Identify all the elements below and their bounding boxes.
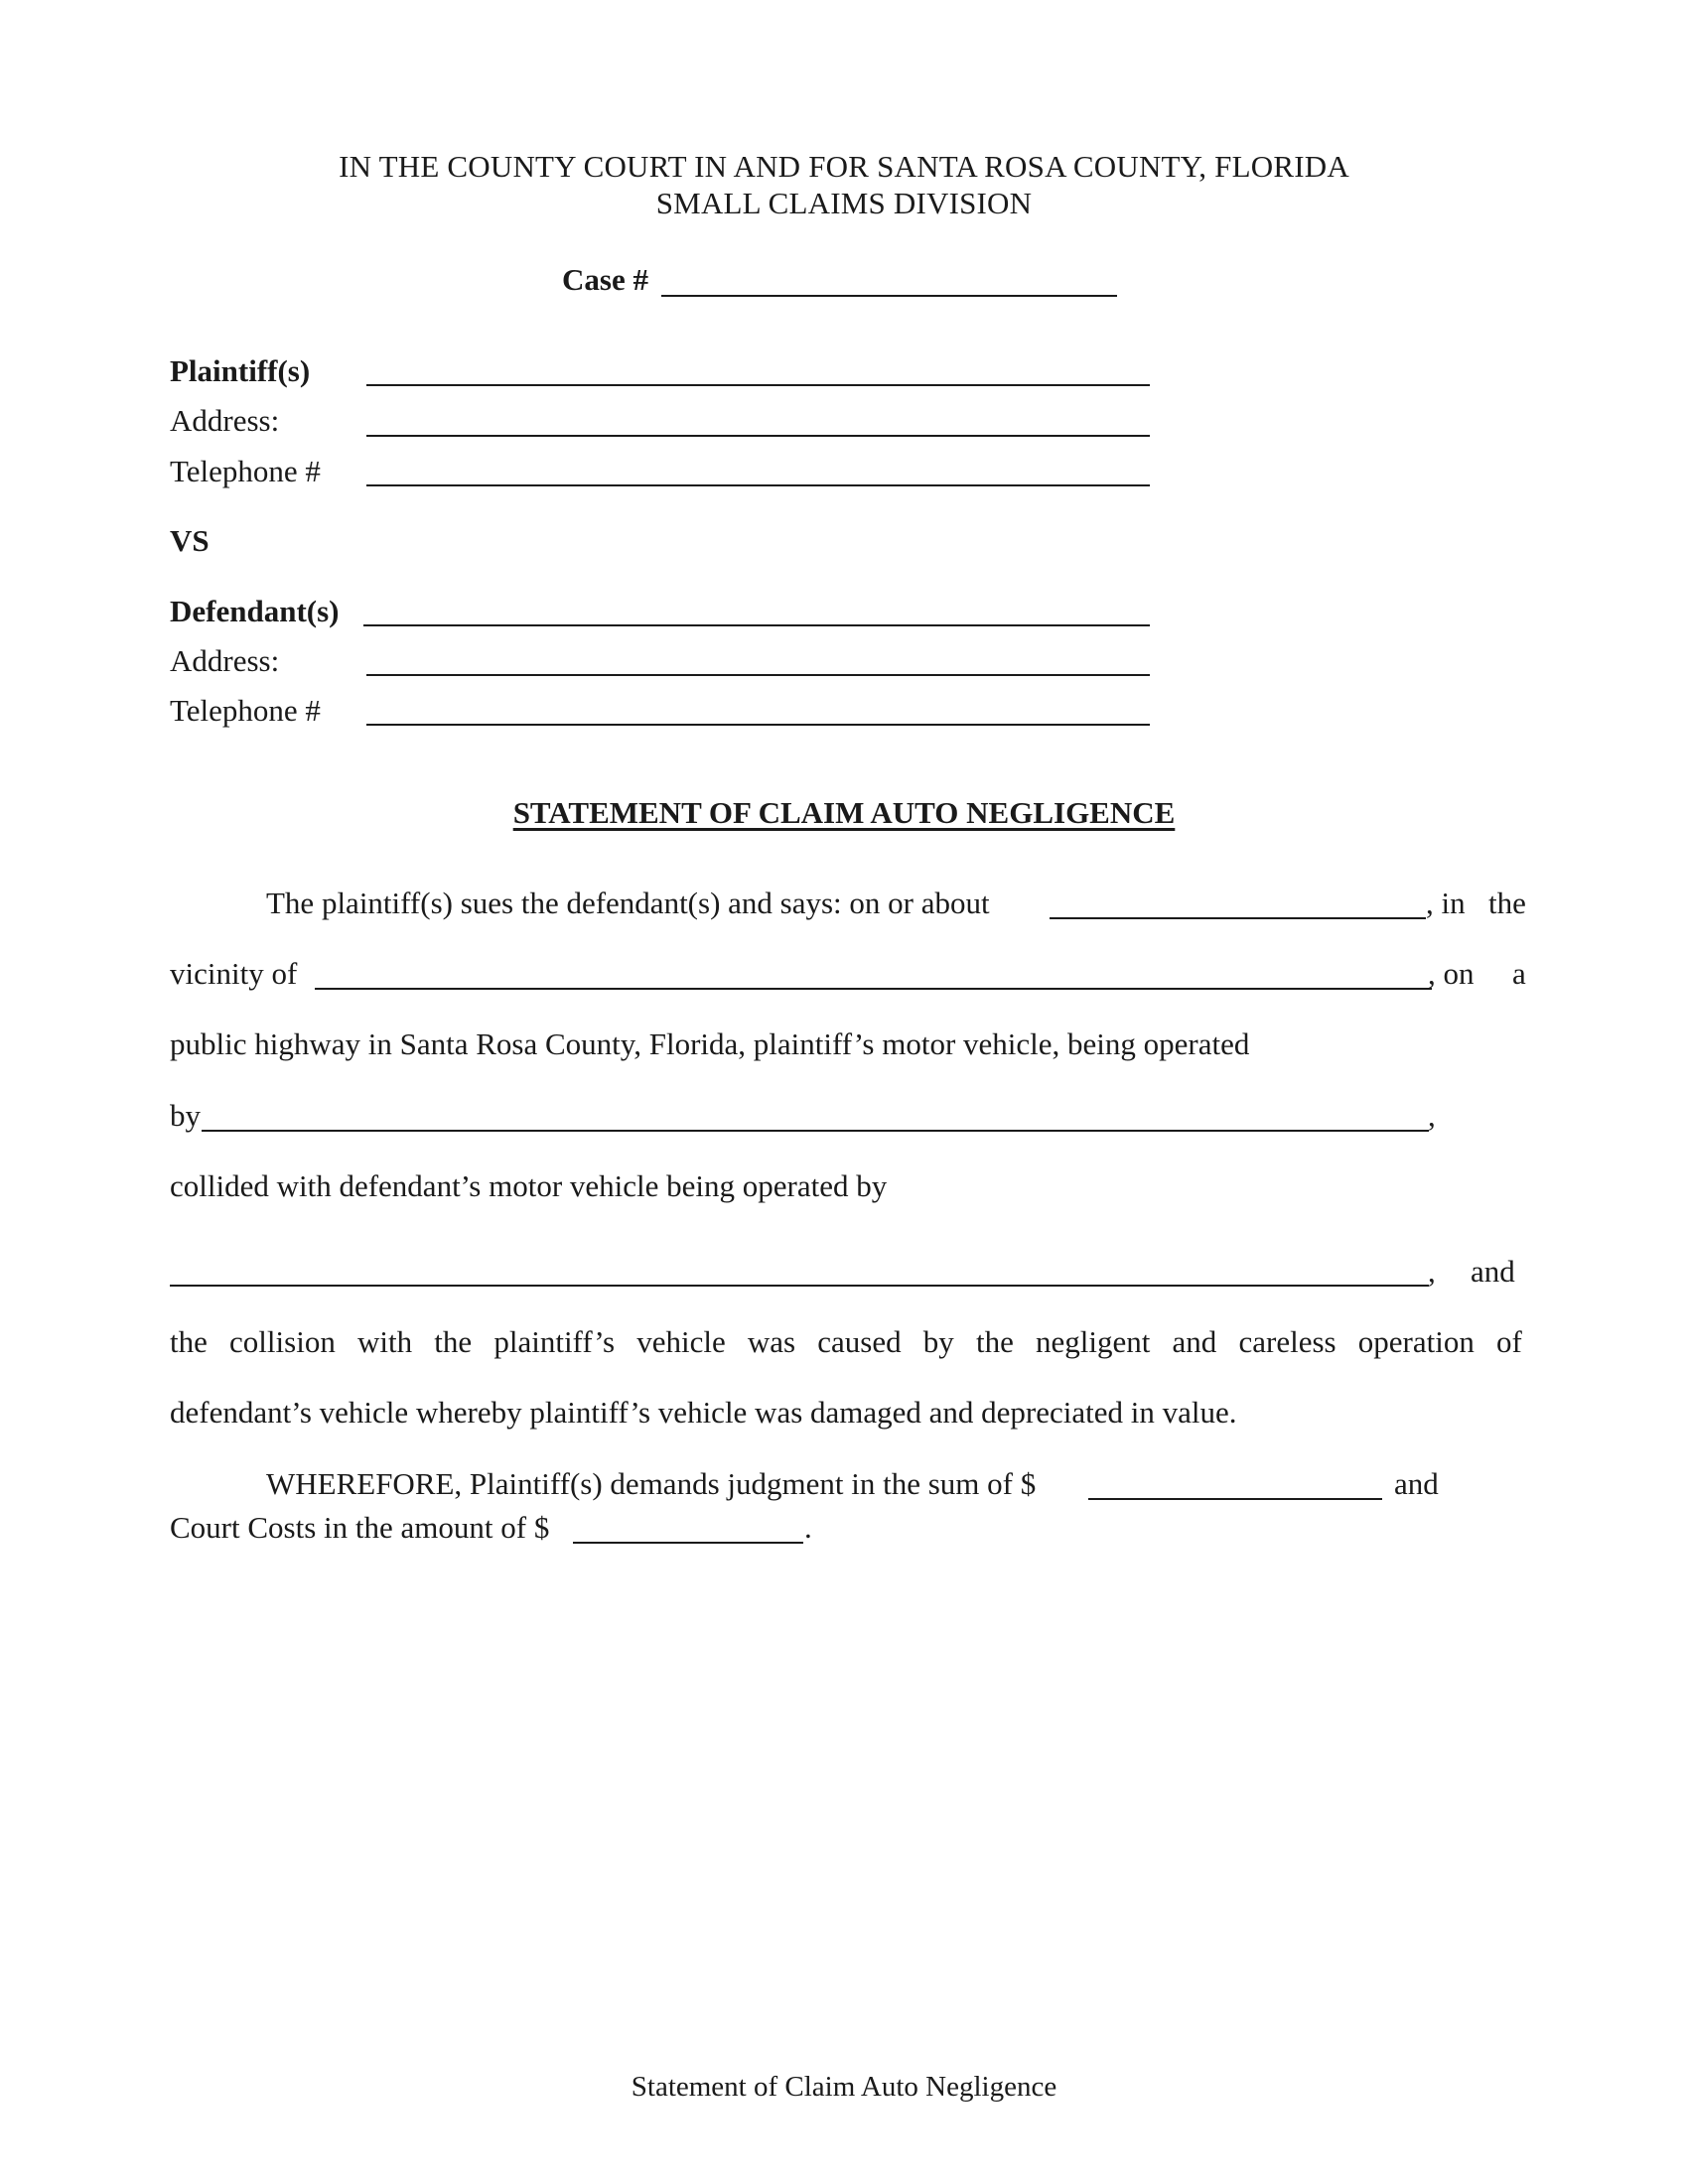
body-word: plaintiff’s — [493, 1324, 616, 1359]
defendant-address-label: Address: — [170, 643, 280, 678]
body-word: vehicle — [636, 1324, 726, 1359]
defendant-operator-field[interactable] — [170, 1285, 1429, 1287]
body-intro-text: The plaintiff(s) sues the defendant(s) and says: on or about — [266, 886, 990, 920]
body-damaged-text: defendant’s vehicle whereby plaintiff’s vehicle was damaged and depreciated in value. — [170, 1395, 1237, 1430]
plaintiff-address-field[interactable] — [366, 435, 1150, 437]
body-word: careless — [1238, 1324, 1336, 1359]
body-by-comma: , — [1428, 1098, 1436, 1133]
plaintiff-operator-field[interactable] — [202, 1130, 1429, 1132]
body-word: and — [1172, 1324, 1217, 1359]
plaintiff-telephone-field[interactable] — [366, 484, 1150, 486]
body-collision-line — [170, 1324, 1522, 1360]
division-heading: SMALL CLAIMS DIVISION — [655, 186, 1033, 220]
body-by-text: by — [170, 1098, 201, 1133]
plaintiff-label: Plaintiff(s) — [170, 353, 311, 388]
court-costs-period: . — [804, 1510, 812, 1545]
court-costs-field[interactable] — [573, 1542, 803, 1544]
body-vicinity-text: vicinity of — [170, 956, 298, 991]
body-operator-comma: , — [1428, 1254, 1436, 1289]
vicinity-field[interactable] — [315, 988, 1432, 990]
body-on-a-text-b: a — [1512, 956, 1526, 991]
body-in-the-text-a: , in — [1426, 886, 1466, 920]
body-word: collision — [229, 1324, 336, 1359]
plaintiff-telephone-label: Telephone # — [170, 454, 321, 488]
body-on-a-text-a: , on — [1428, 956, 1475, 991]
body-word: the — [170, 1324, 208, 1359]
case-number-field[interactable] — [661, 295, 1117, 297]
defendant-telephone-field[interactable] — [366, 724, 1150, 726]
body-word: operation — [1357, 1324, 1475, 1359]
body-word: was — [747, 1324, 796, 1359]
defendant-address-field[interactable] — [366, 674, 1150, 676]
body-word: the — [434, 1324, 473, 1359]
date-field[interactable] — [1050, 917, 1426, 919]
body-word: by — [922, 1324, 954, 1359]
body-and-text: and — [1471, 1254, 1515, 1289]
body-collided-text: collided with defendant’s motor vehicle being operated by — [170, 1168, 888, 1203]
defendant-telephone-label: Telephone # — [170, 693, 321, 728]
wherefore-text: WHEREFORE, Plaintiff(s) demands judgment in the sum of $ — [266, 1466, 1037, 1501]
body-highway-text: public highway in Santa Rosa County, Florida, plaintiff’s motor vehicle, being operated — [170, 1026, 1250, 1061]
page-footer: Statement of Claim Auto Negligence — [631, 2071, 1057, 2103]
court-heading: IN THE COUNTY COURT IN AND FOR SANTA ROSA COUNTY, FLORIDA — [339, 149, 1349, 184]
defendant-label: Defendant(s) — [170, 594, 340, 628]
body-in-the-text-b: the — [1488, 886, 1526, 920]
wherefore-and-text: and — [1394, 1466, 1439, 1501]
plaintiff-address-label: Address: — [170, 403, 280, 438]
plaintiff-name-field[interactable] — [366, 384, 1150, 386]
body-word: of — [1496, 1324, 1522, 1359]
body-word: caused — [817, 1324, 902, 1359]
body-word: the — [975, 1324, 1014, 1359]
body-word: with — [357, 1324, 413, 1359]
judgment-sum-field[interactable] — [1088, 1498, 1382, 1500]
court-costs-text: Court Costs in the amount of $ — [170, 1510, 550, 1545]
defendant-name-field[interactable] — [363, 624, 1150, 626]
statement-title: STATEMENT OF CLAIM AUTO NEGLIGENCE — [512, 795, 1176, 830]
versus-label: VS — [170, 523, 210, 558]
body-word: negligent — [1036, 1324, 1151, 1359]
case-number-label: Case # — [562, 262, 648, 297]
